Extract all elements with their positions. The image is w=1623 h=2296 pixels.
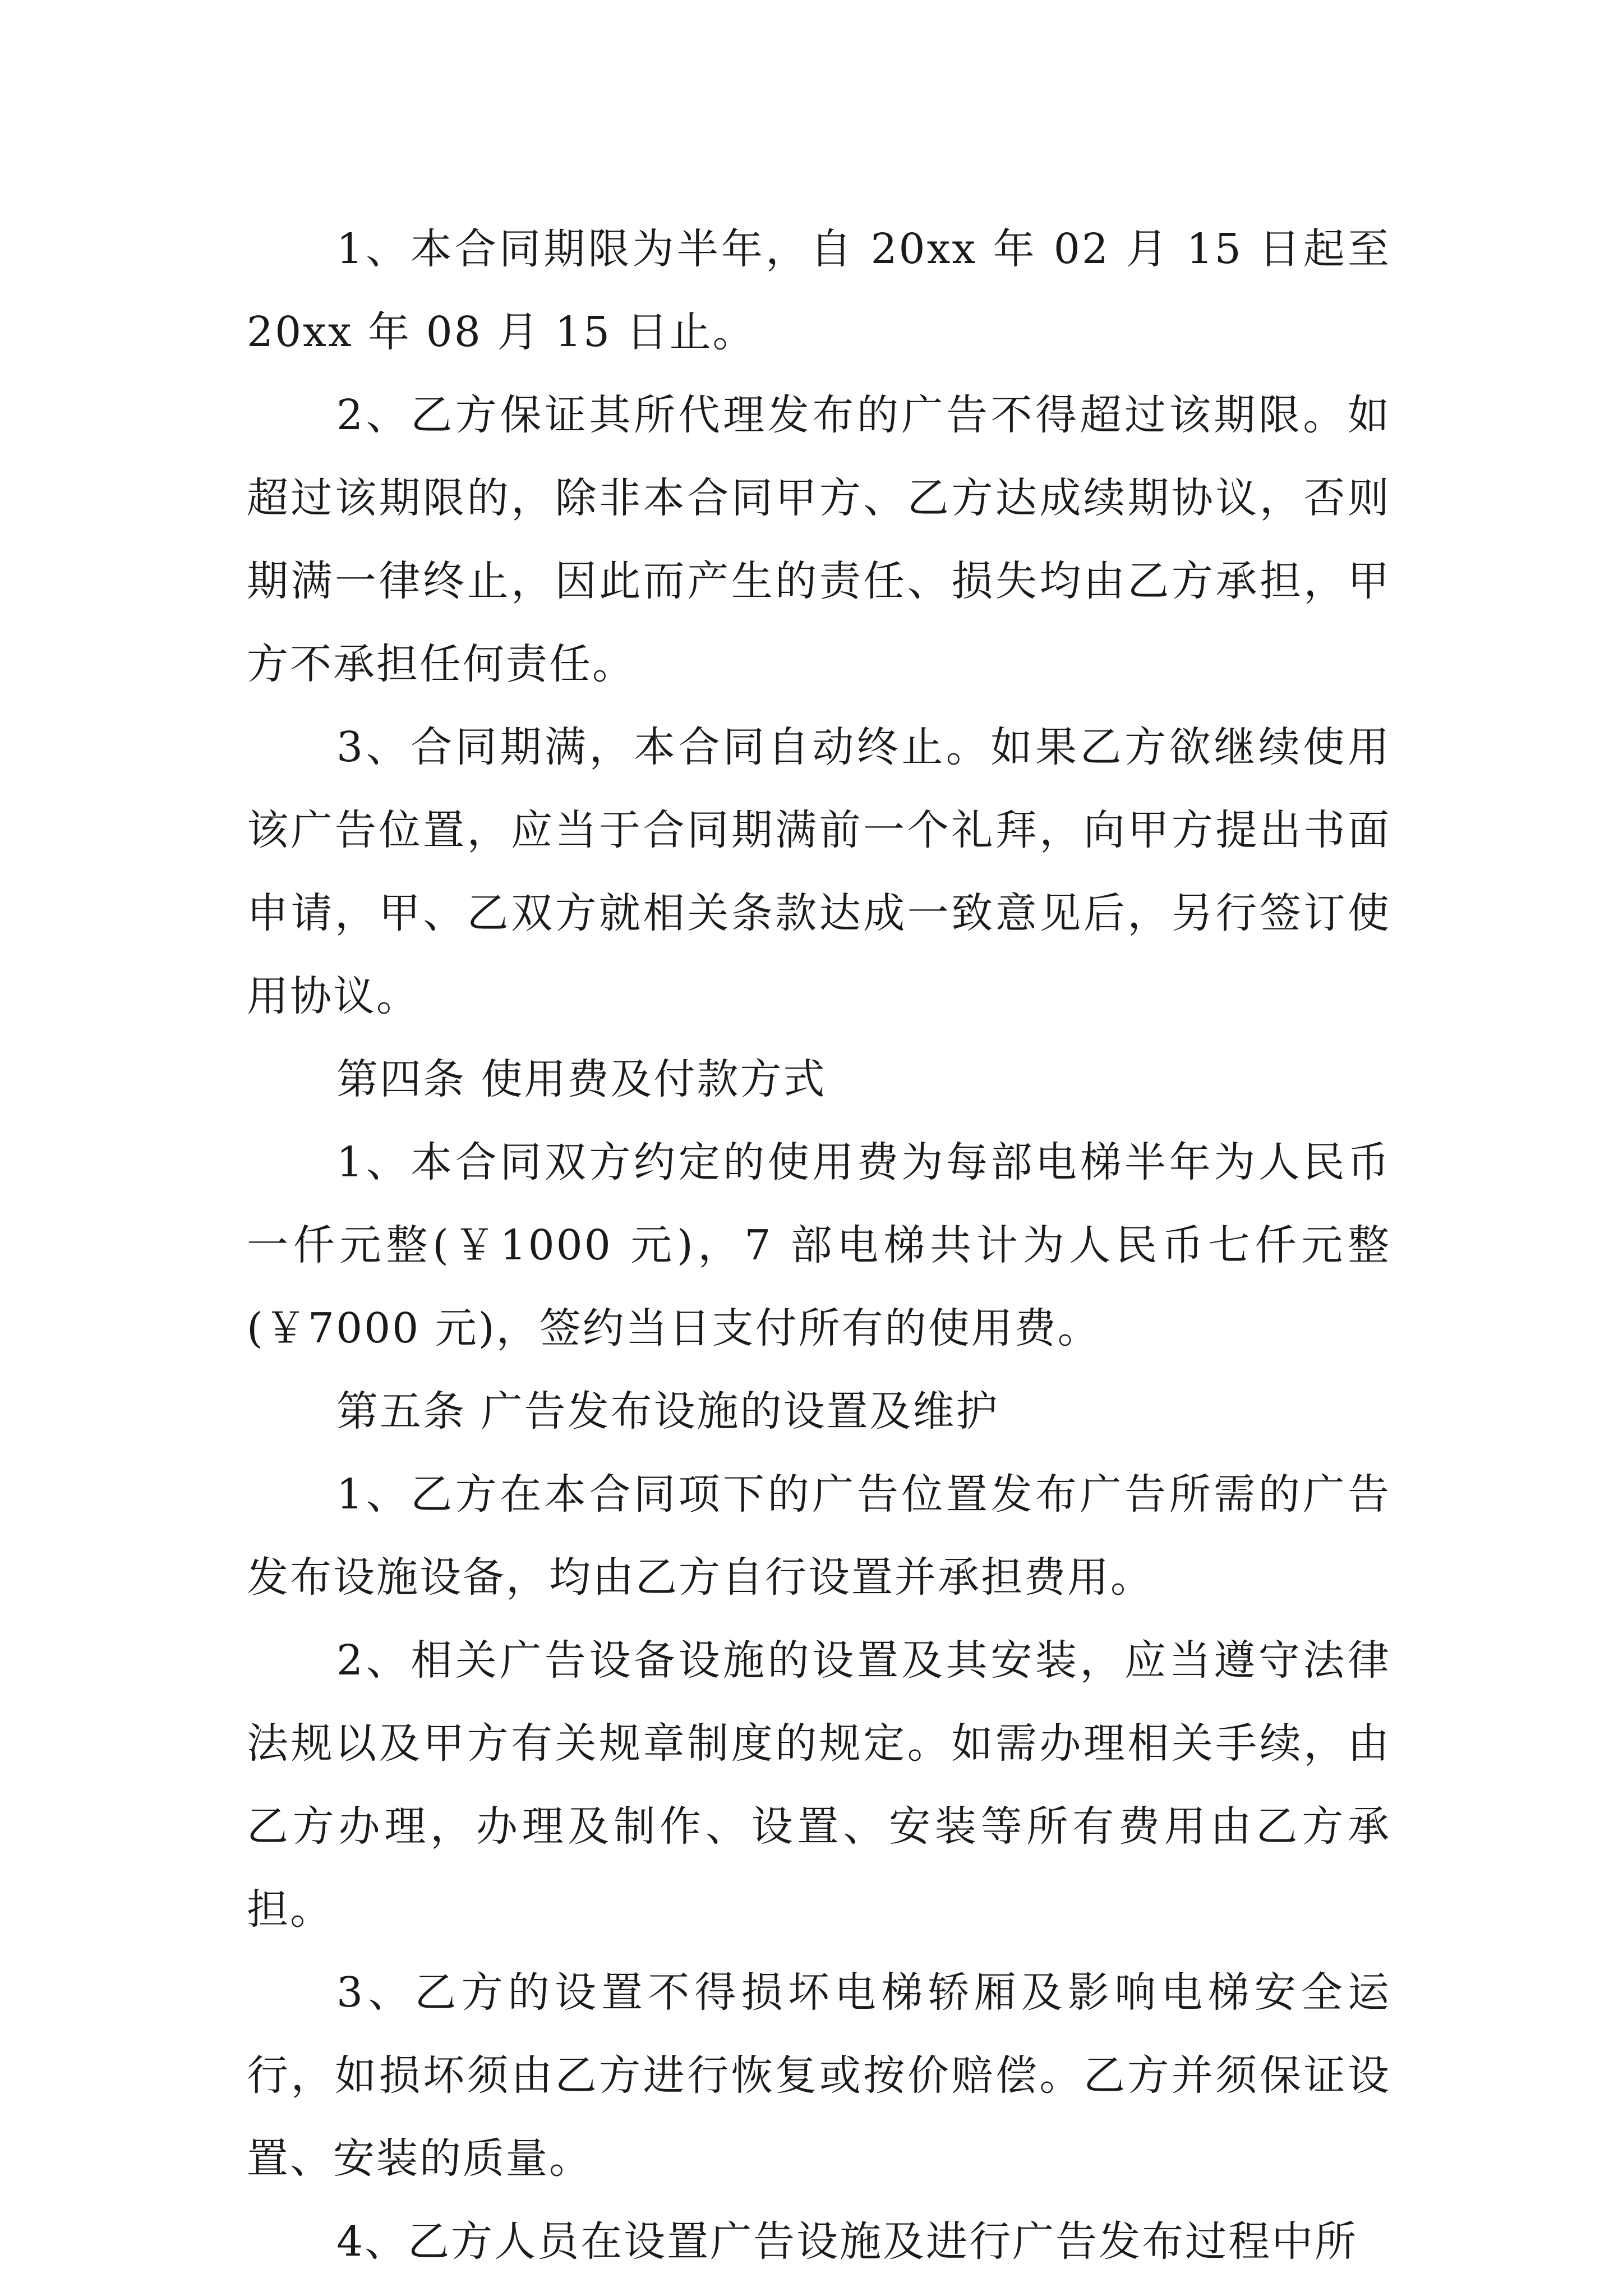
clause-term-duration: 1、本合同期限为半年，自 20xx 年 02 月 15 日起至 20xx 年 08 月 15 日止。 [247, 225, 1391, 356]
document-body [247, 208, 1391, 2283]
clause-staff-conduct: 4、乙方人员在设置广告设施及进行广告发布过程中所 [336, 2217, 1358, 2266]
clause-facility-installation: 2、相关广告设备设施的设置及其安装，应当遵守法律法规以及甲方有关规章制度的规定。如需办理相关手续，由乙方办理，办理及制作、设置、安装等所有费用由乙方承担。 [247, 1636, 1391, 1934]
clause-term-limit: 2、乙方保证其所代理发布的广告不得超过该期限。如超过该期限的，除非本合同甲方、乙方达成续期协议，否则期满一律终止，因此而产生的责任、损失均由乙方承担，甲方不承担任何责任。 [247, 391, 1391, 688]
clause-facility-damage: 3、乙方的设置不得损坏电梯轿厢及影响电梯安全运行，如损坏须由乙方进行恢复或按价赔偿。乙方并须保证设置、安装的质量。 [247, 1968, 1391, 2183]
clause-facility-setup: 1、乙方在本合同项下的广告位置发布广告所需的广告发布设施设备，均由乙方自行设置并承担费用。 [247, 1470, 1391, 1602]
clause-fee-amount: 1、本合同双方约定的使用费为每部电梯半年为人民币一仟元整(￥1000 元)，7 部电梯共计为人民币七仟元整(￥7000 元)，签约当日支付所有的使用费。 [247, 1138, 1391, 1352]
article-4-heading: 第四条 使用费及付款方式 [336, 1055, 827, 1103]
article-5-heading: 第五条 广告发布设施的设置及维护 [336, 1387, 999, 1435]
clause-term-expiry: 3、合同期满，本合同自动终止。如果乙方欲继续使用该广告位置，应当于合同期满前一个礼拜，向甲方提出书面申请，甲、乙双方就相关条款达成一致意见后，另行签订使用协议。 [247, 723, 1391, 1020]
